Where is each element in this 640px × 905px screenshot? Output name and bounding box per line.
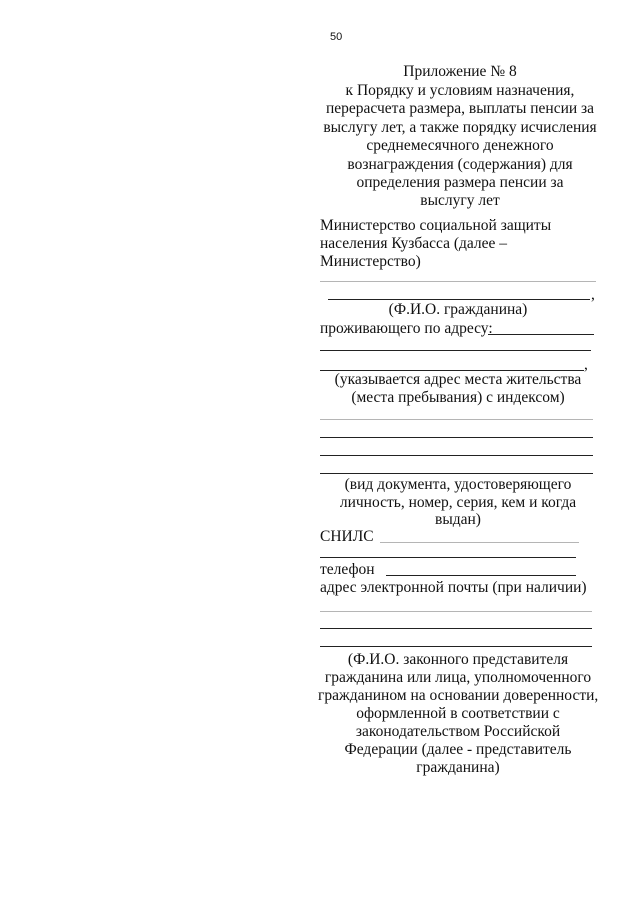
document-caption-line: (вид документа, удостоверяющего [344,476,572,493]
email-blank-line[interactable] [320,646,592,647]
header-line: перерасчета размера, выплаты пенсии за [325,100,595,117]
document-blank-line[interactable] [320,419,593,420]
header-line: выслугу лет [420,192,500,209]
representative-caption-line: гражданина) [416,759,500,776]
page-number: 50 [330,31,343,43]
document-blank-line[interactable] [320,473,593,474]
header-line: определения размера пенсии за [356,174,564,191]
representative-caption-line: законодательством Российской [355,723,561,740]
address-input-line[interactable] [488,334,594,335]
addressee-line: Министерство) [320,253,421,270]
address-caption-line: (места пребывания) с индексом) [351,389,565,406]
header-line: выслугу лет, а также порядку исчисления [323,119,597,136]
snils-input-line[interactable] [380,542,579,543]
snils-label: СНИЛС [320,528,374,545]
document-caption-line: личность, номер, серия, кем и когда [339,494,577,511]
email-blank-line[interactable] [320,628,592,629]
phone-input-line[interactable] [386,575,576,576]
email-blank-line[interactable] [320,611,592,612]
representative-caption-line: Федерации (далее - представитель [344,741,572,758]
address-label: проживающего по адресу: [320,320,493,337]
addressee-line: Министерство социальной защиты [320,217,552,234]
fio-blank-line[interactable] [320,281,596,282]
email-label: адрес электронной почты (при наличии) [320,579,587,596]
representative-caption-line: оформленной в соответствии с [356,705,560,722]
phone-label: телефон [320,561,375,578]
document-blank-line[interactable] [320,437,593,438]
address-blank-line[interactable] [320,350,591,351]
representative-caption-line: гражданина или лица, уполномоченного [324,669,592,686]
document-blank-line[interactable] [320,455,593,456]
fio-comma: , [591,286,595,303]
header-line: Приложение № 8 [403,63,517,80]
address-caption-line: (указывается адрес места жительства [334,371,582,388]
fio-caption: (Ф.И.О. гражданина) [388,301,528,318]
address-comma: , [584,356,588,373]
header-line: вознаграждения (содержания) для [347,156,573,173]
header-line: среднемесячного денежного [366,137,554,154]
document-caption-line: выдан) [435,511,481,528]
addressee-line: населения Кузбасса (далее – [320,235,508,252]
representative-caption-line: гражданином на основании доверенности, [318,687,599,704]
snils-blank-line[interactable] [320,557,576,558]
header-line: к Порядку и условиям назначения, [345,82,575,99]
representative-caption-line: (Ф.И.О. законного представителя [347,651,569,668]
